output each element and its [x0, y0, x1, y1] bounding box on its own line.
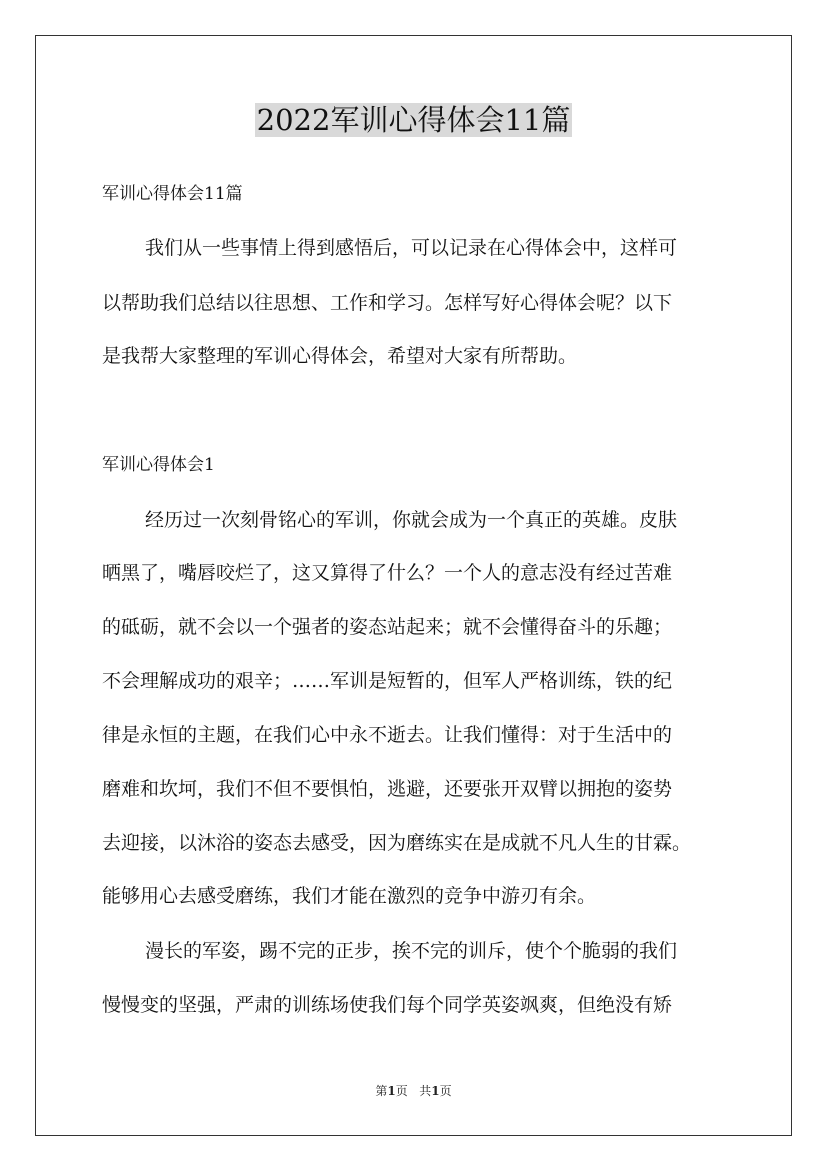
footer-prefix: 第 [375, 1084, 388, 1098]
paragraph-line: 晒黑了，嘴唇咬烂了，这又算得了什么？一个人的意志没有经过苦难 [102, 562, 673, 584]
document-subtitle: 军训心得体会11篇 [102, 184, 243, 204]
intro-line: 以帮助我们总结以往思想、工作和学习。怎样写好心得体会呢？以下 [102, 292, 673, 314]
paragraph-line: 慢慢变的坚强，严肃的训练场使我们每个同学英姿飒爽，但绝没有矫 [102, 994, 673, 1016]
paragraph-line: 经历过一次刻骨铭心的军训，你就会成为一个真正的英雄。皮肤 [145, 509, 678, 531]
footer-current-page: 1 [387, 1084, 396, 1098]
paragraph-line: 不会理解成功的艰辛；……军训是短暂的，但军人严格训练，铁的纪 [102, 670, 673, 692]
paragraph-line: 去迎接，以沐浴的姿态去感受，因为磨练实在是成就不凡人生的甘霖。 [102, 832, 692, 854]
intro-line: 是我帮大家整理的军训心得体会，希望对大家有所帮助。 [102, 345, 578, 367]
document-title-text: 2022军训心得体会11篇 [256, 103, 571, 137]
paragraph-line: 的砥砺，就不会以一个强者的姿态站起来；就不会懂得奋斗的乐趣； [102, 616, 673, 638]
paragraph-line: 律是永恒的主题，在我们心中永不逝去。让我们懂得：对于生活中的 [102, 724, 673, 746]
paragraph-line: 能够用心去感受磨练，我们才能在激烈的竞争中游刃有余。 [102, 885, 597, 907]
footer-total-pages: 1 [431, 1084, 440, 1098]
footer-middle: 页 共 [395, 1084, 432, 1098]
intro-line: 我们从一些事情上得到感悟后，可以记录在心得体会中，这样可 [145, 237, 678, 259]
section-heading: 军训心得体会1 [102, 455, 215, 475]
paragraph-line: 磨难和坎坷，我们不但不要惧怕，逃避，还要张开双臂以拥抱的姿势 [102, 778, 673, 800]
document-title [0, 100, 827, 140]
paragraph-line: 漫长的军姿，踢不完的正步，挨不完的训斥，使个个脆弱的我们 [145, 940, 678, 962]
page-footer [0, 1083, 827, 1099]
footer-suffix: 页 [439, 1084, 452, 1098]
